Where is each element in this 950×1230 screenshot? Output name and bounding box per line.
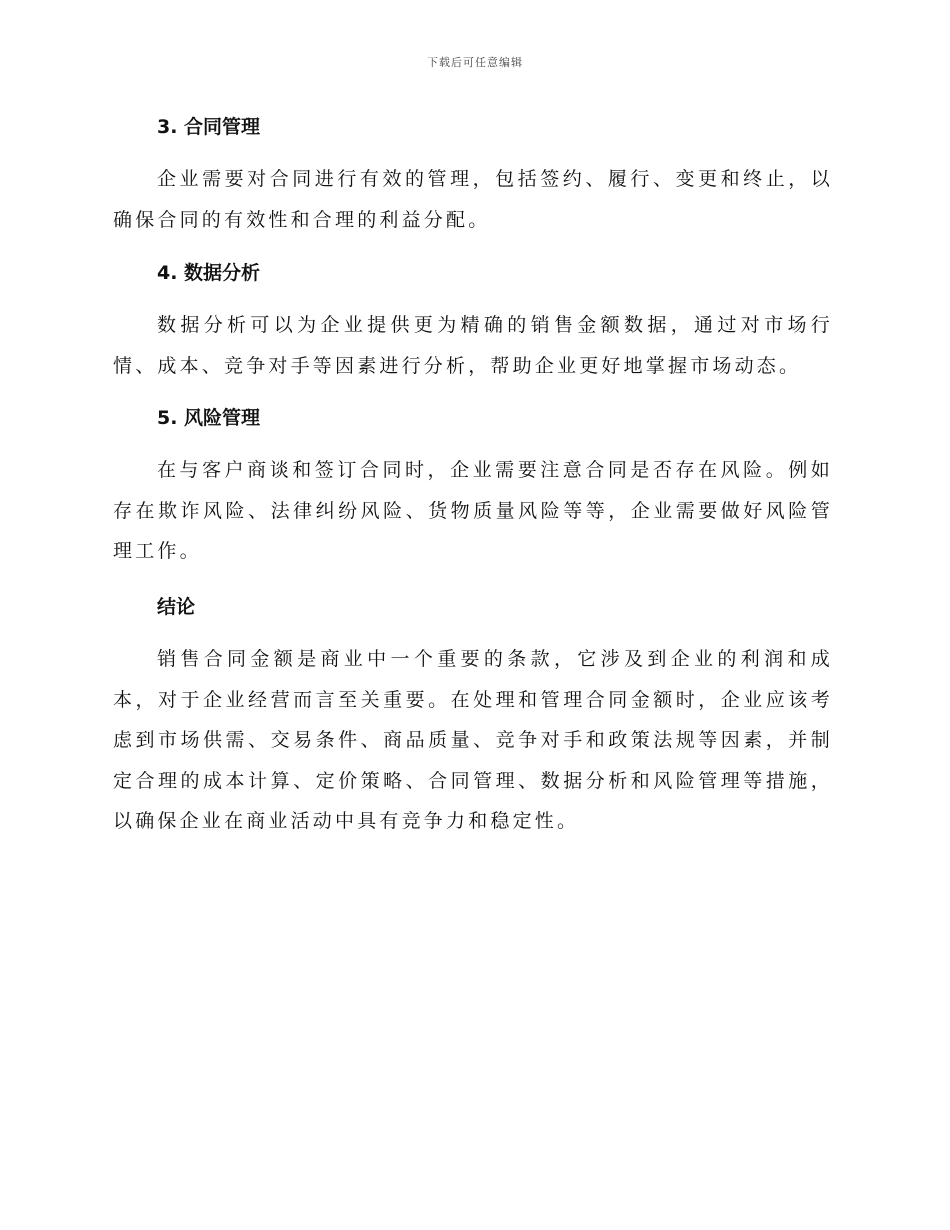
section-paragraph: 数据分析可以为企业提供更为精确的销售金额数据，通过对市场行情、成本、竞争对手等因素进行分析，帮助企业更好地掌握市场动态。 <box>113 314 833 377</box>
section-paragraph: 销售合同金额是商业中一个重要的条款，它涉及到企业的利润和成本，对于企业经营而言至关重要。在处理和管理合同金额时，企业应该考虑到市场供需、交易条件、商品质量、竞争对手和政策法规等因素，并制定合理的成本计算、定价策略、合同管理、数据分析和风险管理等措施，以确保企业在商业活动中具有竞争力和稳定性。 <box>113 648 833 832</box>
page-header: 下载后可任意编辑 <box>427 56 523 69</box>
section-heading: 3. 合同管理 <box>157 116 261 138</box>
section-heading: 5. 风险管理 <box>157 407 261 429</box>
section-paragraph: 在与客户商谈和签订合同时，企业需要注意合同是否存在风险。例如存在欺诈风险、法律纠纷风险、货物质量风险等等，企业需要做好风险管理工作。 <box>113 459 833 562</box>
section-data-analysis <box>113 254 833 392</box>
section-conclusion <box>113 588 833 848</box>
section-contract-management <box>113 108 833 246</box>
section-heading: 结论 <box>157 596 196 618</box>
section-heading: 4. 数据分析 <box>157 262 261 284</box>
section-risk-management <box>113 399 833 578</box>
section-paragraph: 企业需要对合同进行有效的管理，包括签约、履行、变更和终止，以确保合同的有效性和合理的利益分配。 <box>113 168 833 231</box>
